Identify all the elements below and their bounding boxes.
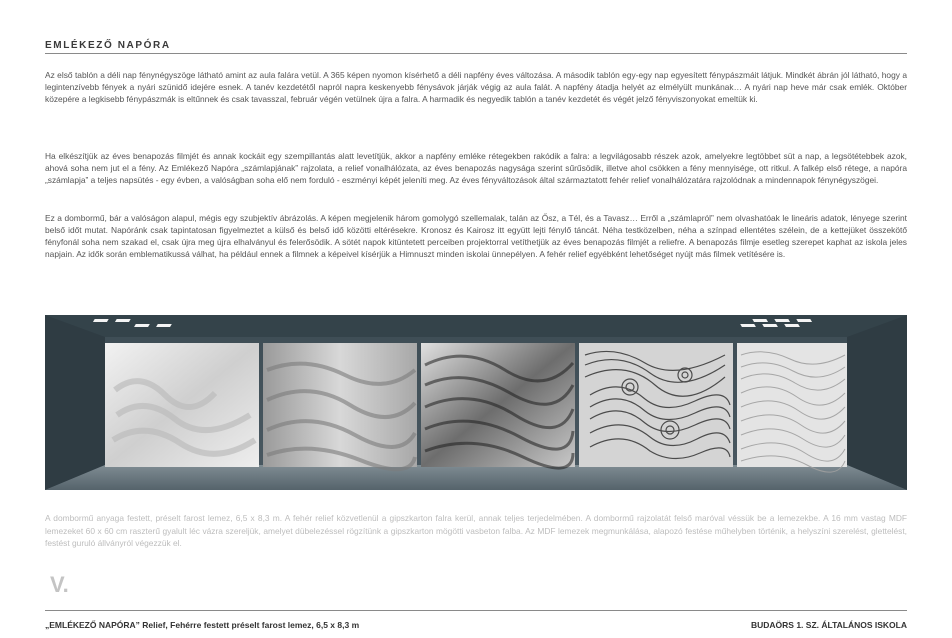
- footer-school-name: BUDAÖRS 1. SZ. ÁLTALÁNOS ISKOLA: [751, 620, 907, 630]
- paragraph-2: Ha elkészítjük az éves benapozás filmjét és annak kockáit egy szempillantás alatt levetítjük, akkor a napfény emléke rétegekben rakódik a falra: a legvilágosabb részek azok, amelyekre legtöbbet süt a nap, a legsötétebbek azok, ahová soha nem jut el a fény. Az Emlékező Napóra „számlapjának” rajzolata, a relief vonalhálózata, az éves benapozás nagysága szerint sűrűsödik, illetve ahol csökken a fény mennyisége, ott ritkul. A falkép első rétege, a napóra „számlapja” a teljes napsütés - egy évben, a valóságban soha elő nem forduló - eszményi képét jeleníti meg. Az éves fényváltozások által származtatott fehér relief vonalhálózatára rajzolódnak a mindennapok fénynégyszögei.: [45, 151, 907, 185]
- paragraph-1: Az első tablón a déli nap fénynégyszöge látható amint az aula falára vetül. A 365 képen nyomon kísérhető a déli napfény éves változása. A második tablón egy-egy nap egyesített fénypászmáit látjuk. Mindkét ábrán jól látható, hogy a legintenzívebb fények a nyári szünidő idejére esnek. A tanév kezdetétől napról napra keskenyebb fénysávok járják végig az aula falát. A napfény átadja helyét az elmélyült munkának… A nyári nap heve már csak emlék. Október közepére a legkisebb fénypászmák is eltűnnek és csak tavasszal, február végén vetülnek újra a falra. A harmadik és negyedik tablón a tanév kezdetét és végét jelző fényviszonyokat emeltük ki.: [45, 70, 907, 104]
- material-note: A dombormű anyaga festett, préselt farost lemez, 6,5 x 8,3 m. A fehér relief közvetlenül a gipszkarton falra kerül, annak teljes terjedelmében. A dombormű rajzolatát felső maróval véssük be a lemezekbe. A 16 mm vastag MDF lemezeket 60 x 60 cm raszterű gyalult léc vázra szereljük, amelyet dübelezéssel rögzítünk a gipszkarton mögötti vasbeton falba. Az MDF lemezek megmunkálása, alapozó festése műhelyben történik, a helyszíni szerelést, glettelést, festést guruló állványról végezzük el.: [45, 513, 907, 549]
- gallery-rendering: [45, 315, 907, 490]
- relief-panel-1: [105, 343, 259, 467]
- relief-panel-5: [737, 343, 847, 472]
- relief-panel-4: [579, 343, 733, 467]
- right-side-wall: [847, 315, 907, 490]
- paragraph-3: Ez a dombormű, bár a valóságon alapul, mégis egy szubjektív ábrázolás. A képen megjelenik három gomolygó szellemalak, talán az Ősz, a Tél, és a Tavasz… Erről a „számlapról” nem olvashatóak le lineáris adatok, lényege szerint belső időt mutat. Napóránk csak tapintatosan figyelmeztet a külső és belső idő közötti eltérésekre. Kronosz és Kairosz itt együtt lejti fénylő táncát. Néha testközelben, néha a színpad ellentétes szélein, de a kettejüket összekötő fényfonál soha nem szakad el, csak újra meg újra elhalványul és felerősödik. A sötét napok kitüntetett perceiben projektorral vetíthetjük az éves benapozás filmjét a reliefre. A benapozás filmje esetleg szerepet kaphat az iskola jeles napjain. Az idők során emblematikussá válhat, ha például ennek a filmnek a képeivel kísérjük a Himnuszt minden iskolai ünnepélyen. A fehér relief egyébként lehetőséget nyújt más filmek vetítésére is.: [45, 213, 907, 259]
- gallery-ceiling: [45, 315, 907, 337]
- left-side-wall: [45, 315, 105, 490]
- footer-divider: [45, 610, 907, 611]
- relief-panel-2: [263, 343, 417, 469]
- gallery-floor: [45, 465, 907, 490]
- page-number: V.: [50, 572, 69, 597]
- header-divider: [45, 53, 907, 54]
- gallery-svg: [45, 315, 907, 490]
- page-title: EMLÉKEZŐ NAPÓRA: [45, 40, 171, 51]
- footer-caption: „EMLÉKEZŐ NAPÓRA” Relief, Fehérre festett préselt farost lemez, 6,5 x 8,3 m: [45, 620, 360, 630]
- relief-panel-3: [421, 343, 575, 468]
